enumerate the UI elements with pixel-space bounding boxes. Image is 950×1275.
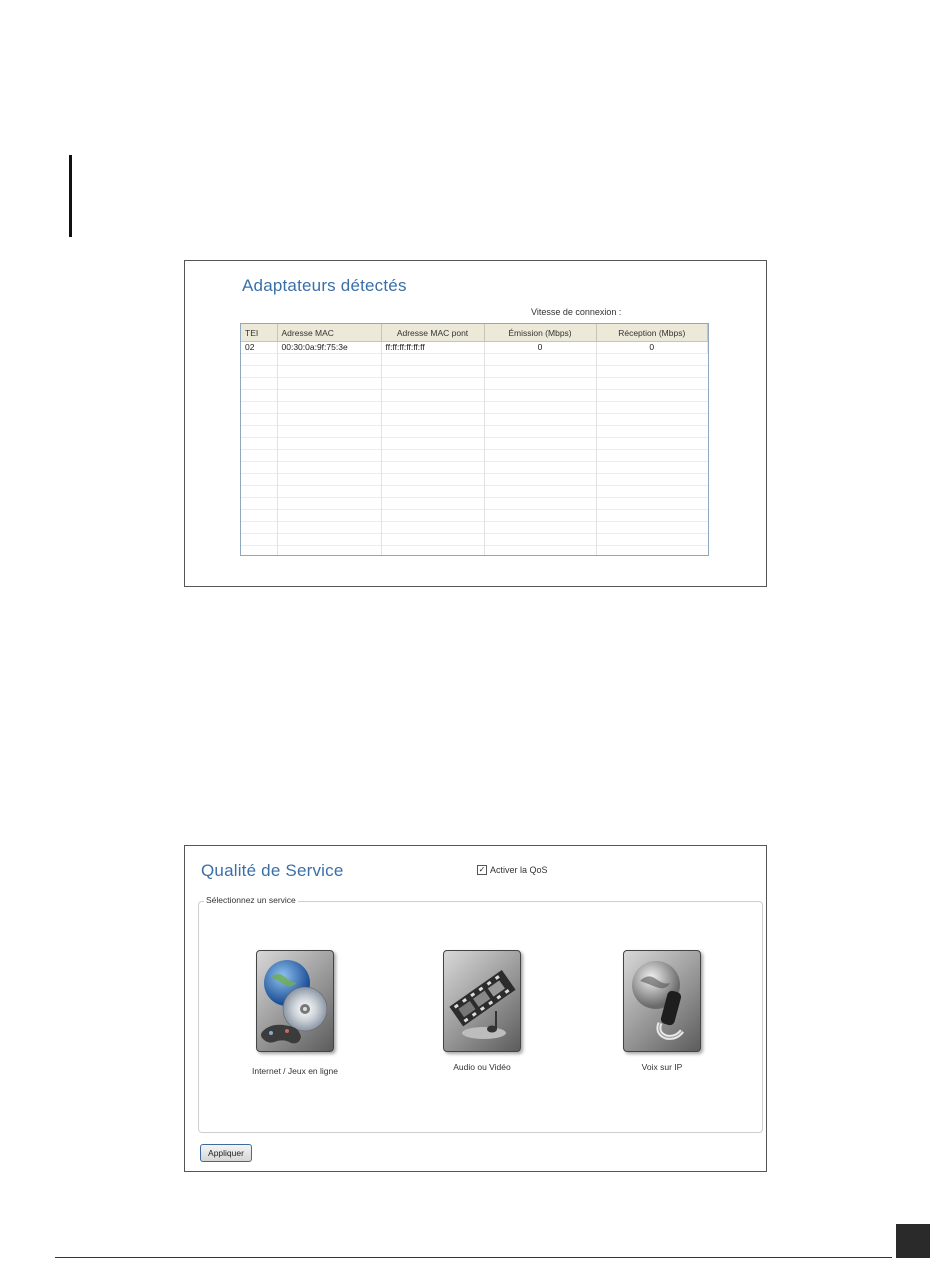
column-header-bridge-mac[interactable]: Adresse MAC pont xyxy=(381,324,484,342)
enable-qos-checkbox[interactable]: ✓ xyxy=(478,865,486,874)
service-tile[interactable] xyxy=(256,950,334,1052)
column-divider xyxy=(381,342,382,555)
adapters-table xyxy=(240,323,709,556)
qos-screenshot xyxy=(184,845,767,1172)
service-internet-games[interactable] xyxy=(235,950,355,1077)
column-header-tei[interactable]: TEI xyxy=(241,324,277,342)
panel-title: Qualité de Service xyxy=(201,861,344,880)
margin-marker-bar xyxy=(69,155,72,237)
column-header-emission[interactable]: Émission (Mbps) xyxy=(484,324,596,342)
apply-button[interactable]: Appliquer xyxy=(200,1144,252,1162)
column-divider xyxy=(277,342,278,555)
column-header-mac[interactable]: Adresse MAC xyxy=(277,324,381,342)
service-tile[interactable] xyxy=(623,950,701,1052)
column-divider xyxy=(484,342,485,555)
column-divider xyxy=(596,342,597,555)
table-header-row xyxy=(241,324,708,342)
footer-rule xyxy=(55,1257,892,1258)
service-label: Internet / Jeux en ligne xyxy=(251,1066,338,1076)
globe-phone-icon xyxy=(624,951,700,1051)
cell-reception: 0 xyxy=(596,342,708,354)
cell-bridge-mac: ff:ff:ff:ff:ff:ff xyxy=(381,342,484,354)
service-audio-video[interactable] xyxy=(422,950,542,1073)
speed-caption: Vitesse de connexion : xyxy=(531,307,622,317)
page-marker-box xyxy=(896,1224,930,1258)
enable-qos-label: Activer la QoS xyxy=(490,865,548,875)
service-voip[interactable] xyxy=(602,950,722,1073)
globe-cd-gamepad-icon xyxy=(257,951,333,1051)
cell-mac: 00:30:0a:9f:75:3e xyxy=(277,342,381,354)
cell-tei: 02 xyxy=(241,342,277,354)
table-row[interactable] xyxy=(241,342,708,354)
enable-qos-toggle[interactable] xyxy=(477,865,548,875)
adapters-screenshot xyxy=(184,260,767,587)
panel-title: Adaptateurs détectés xyxy=(242,276,407,295)
column-header-reception[interactable]: Réception (Mbps) xyxy=(596,324,708,342)
service-groupbox xyxy=(198,895,763,1133)
groupbox-legend: Sélectionnez un service xyxy=(206,895,296,905)
service-label: Voix sur IP xyxy=(641,1062,683,1072)
cell-emission: 0 xyxy=(484,342,596,354)
film-reel-icon xyxy=(444,951,520,1051)
service-label: Audio ou Vidéo xyxy=(453,1062,511,1072)
service-tile[interactable] xyxy=(443,950,521,1052)
